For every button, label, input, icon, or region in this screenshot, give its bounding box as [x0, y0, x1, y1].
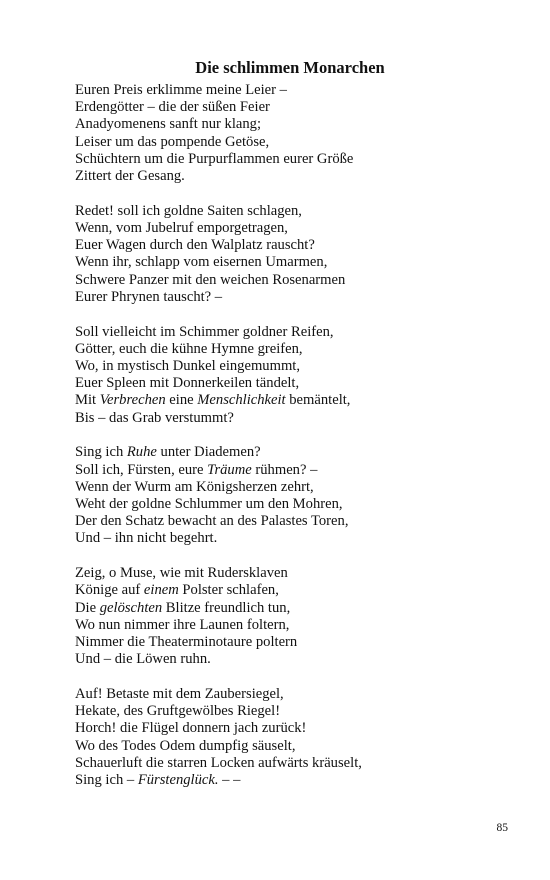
- line-text: Wo des Todes Odem dumpfig säuselt,: [75, 737, 296, 754]
- poem-line: [75, 392, 515, 409]
- line-text: Und – ihn nicht begehrt.: [75, 530, 218, 547]
- poem-title: Die schlimmen Monarchen: [195, 58, 385, 77]
- line-text: Schwere Panzer mit den weichen Rosenarmen: [75, 271, 346, 288]
- line-text: Zeig, o Muse, wie mit Rudersklaven: [75, 565, 288, 582]
- poem-line: [75, 479, 515, 496]
- poem-line: [75, 341, 515, 358]
- italic-text: Verbrechen: [99, 392, 166, 409]
- poem-line: [75, 203, 515, 220]
- line-text: Nimmer die Theaterminotaure poltern: [75, 634, 298, 651]
- italic-text: einem: [143, 582, 179, 599]
- line-text: Sing ich –: [75, 772, 138, 789]
- line-text: – –: [218, 772, 241, 789]
- line-text: unter Diademen?: [156, 444, 261, 461]
- line-text: Könige auf: [75, 582, 144, 599]
- line-text: Soll vielleicht im Schimmer goldner Reifen,: [75, 323, 334, 340]
- line-text: Die: [75, 599, 100, 616]
- line-text: bemäntelt,: [285, 392, 351, 409]
- poem-line: [75, 116, 515, 133]
- poem-line: [75, 99, 515, 116]
- poem-line: [75, 272, 515, 289]
- poem-line: [75, 375, 515, 392]
- line-text: Wo nun nimmer ihre Launen foltern,: [75, 616, 290, 633]
- line-text: Blitze freundlich tun,: [162, 599, 291, 616]
- line-text: rühmen? –: [251, 461, 318, 478]
- line-text: Eurer Phrynen tauscht? –: [75, 288, 223, 305]
- line-text: Horch! die Flügel donnern jach zurück!: [75, 720, 307, 737]
- stanza: [75, 203, 515, 306]
- poem-line: [75, 582, 515, 599]
- line-text: Und – die Löwen ruhn.: [75, 651, 211, 668]
- poem-line: [75, 600, 515, 617]
- line-text: Wenn der Wurm am Königsherzen zehrt,: [75, 478, 314, 495]
- poem-line: [75, 565, 515, 582]
- stanza: [75, 444, 515, 547]
- italic-text: Fürstenglück.: [137, 772, 219, 789]
- poem-line: [75, 289, 515, 306]
- stanza: [75, 686, 515, 789]
- poem-line: [75, 444, 515, 461]
- poem-line: [75, 358, 515, 375]
- italic-text: Träume: [207, 461, 252, 478]
- line-text: Redet! soll ich goldne Saiten schlagen,: [75, 202, 302, 219]
- poem-line: [75, 220, 515, 237]
- poem-line: [75, 151, 515, 168]
- poem-line: [75, 168, 515, 185]
- poem-line: [75, 720, 515, 737]
- poem-line: [75, 651, 515, 668]
- poem-line: [75, 634, 515, 651]
- poem-body: [75, 82, 515, 807]
- poem-line: [75, 82, 515, 99]
- line-text: Götter, euch die kühne Hymne greifen,: [75, 340, 303, 357]
- line-text: Zittert der Gesang.: [75, 168, 185, 185]
- line-text: Euer Spleen mit Donnerkeilen tändelt,: [75, 375, 300, 392]
- line-text: Polster schlafen,: [178, 582, 279, 599]
- line-text: Anadyomenens sanft nur klang;: [75, 116, 262, 133]
- poem-line: [75, 462, 515, 479]
- line-text: Soll ich, Fürsten, eure: [75, 461, 208, 478]
- poem-line: [75, 513, 515, 530]
- poem-line: [75, 703, 515, 720]
- line-text: Hekate, des Gruftgewölbes Riegel!: [75, 703, 281, 720]
- line-text: Euer Wagen durch den Walplatz rauscht?: [75, 237, 315, 254]
- stanza: [75, 82, 515, 185]
- line-text: Wenn, vom Jubelruf emporgetragen,: [75, 220, 288, 237]
- line-text: Euren Preis erklimme meine Leier –: [75, 82, 287, 98]
- line-text: Weht der goldne Schlummer um den Mohren,: [75, 496, 343, 513]
- poem-line: [75, 496, 515, 513]
- line-text: Erdengötter – die der süßen Feier: [75, 99, 270, 116]
- poem-line: [75, 324, 515, 341]
- italic-text: Ruhe: [126, 444, 157, 461]
- line-text: Wo, in mystisch Dunkel eingemummt,: [75, 358, 301, 375]
- italic-text: Menschlichkeit: [197, 392, 286, 409]
- line-text: eine: [165, 392, 198, 409]
- page-number: 85: [496, 822, 508, 834]
- line-text: Wenn ihr, schlapp vom eisernen Umarmen,: [75, 254, 328, 271]
- poem-line: [75, 617, 515, 634]
- line-text: Schauerluft die starren Locken aufwärts kräuselt,: [75, 754, 362, 771]
- poem-line: [75, 738, 515, 755]
- line-text: Mit: [75, 392, 100, 409]
- poem-line: [75, 755, 515, 772]
- line-text: Leiser um das pompende Getöse,: [75, 133, 270, 150]
- poem-line: [75, 530, 515, 547]
- poem-line: [75, 254, 515, 271]
- poem-line: [75, 686, 515, 703]
- stanza: [75, 324, 515, 427]
- stanza: [75, 565, 515, 668]
- line-text: Der den Schatz bewacht an des Palastes Toren,: [75, 513, 349, 530]
- line-text: Bis – das Grab verstummt?: [75, 409, 234, 426]
- poem-line: [75, 237, 515, 254]
- poem-line: [75, 134, 515, 151]
- line-text: Auf! Betaste mit dem Zaubersiegel,: [75, 686, 284, 703]
- poem-line: [75, 410, 515, 427]
- italic-text: gelöschten: [99, 599, 163, 616]
- line-text: Schüchtern um die Purpurflammen eurer Größe: [75, 150, 354, 167]
- poem-line: [75, 772, 515, 789]
- line-text: Sing ich: [75, 444, 127, 461]
